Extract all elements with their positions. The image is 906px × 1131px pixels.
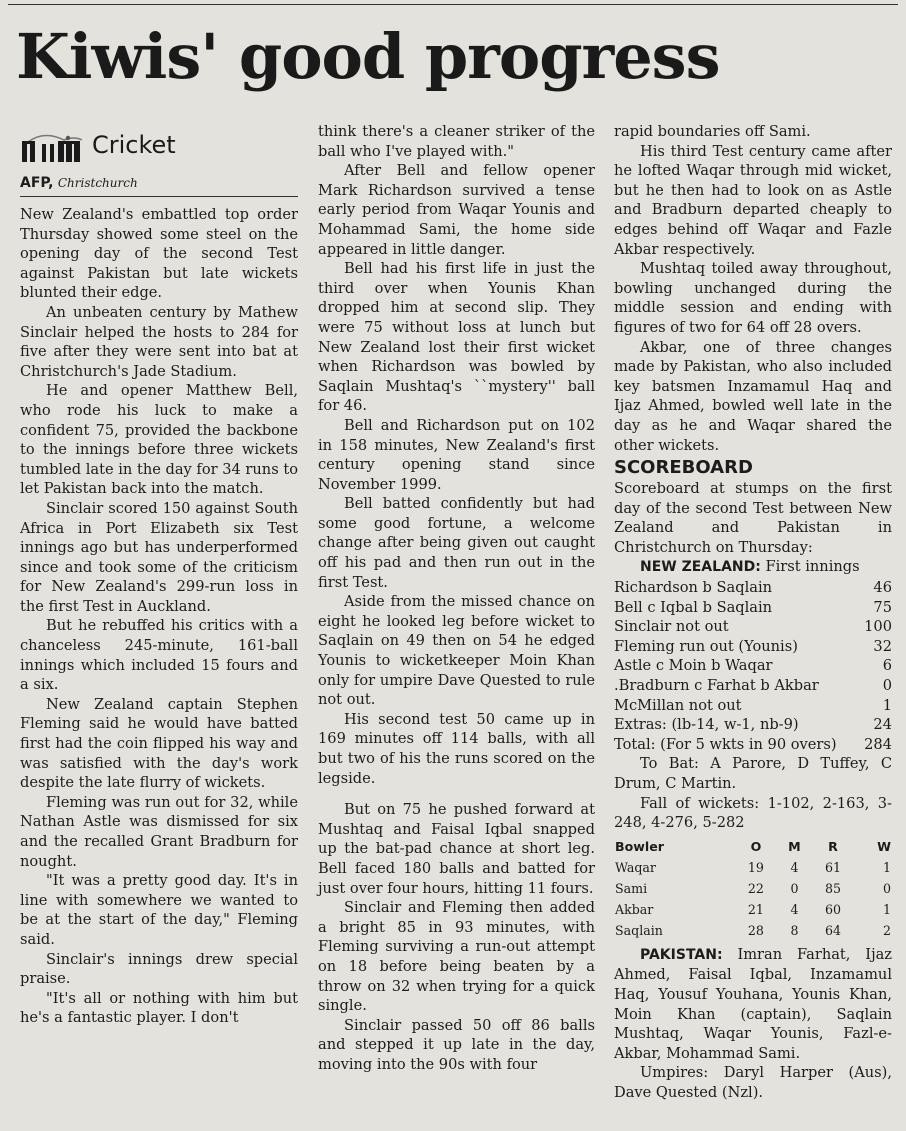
- paragraph: After Bell and fellow opener Mark Richardson survived a tense early period from Waqar Younis and Mohammad Sami, the home side appeared in little danger.: [318, 162, 595, 258]
- scoreboard-team-heading: [614, 557, 892, 578]
- overs: 28: [747, 922, 764, 938]
- headline: Kiwis' good progress: [16, 20, 720, 93]
- runs: 100: [864, 618, 892, 636]
- runs: 46: [873, 579, 892, 597]
- bowling-row: [614, 857, 892, 878]
- fall-of-wickets: Fall of wickets: 1-102, 2-163, 3-248, 4-276, 5-282: [614, 794, 892, 832]
- top-rule: [8, 4, 898, 5]
- runs: 32: [873, 637, 892, 655]
- paragraph: Fleming was run out for 32, while Nathan Astle was dismissed for six and the recalled Grant Bradburn for nought.: [20, 793, 298, 870]
- paragraph: Aside from the missed chance on eight he looked leg before wicket to Saqlain on 49 then on 54 he edged Younis to wicketkeeper Moin Khan only for umpire Dave Quested to rule not out.: [318, 593, 595, 709]
- extras-row: [614, 715, 892, 735]
- byline: [20, 174, 298, 197]
- batsman: .Bradburn c Farhat b Akbar: [614, 677, 819, 695]
- bowling-row: [614, 920, 892, 941]
- byline-agency: AFP,: [20, 175, 54, 191]
- bowler: Akbar: [615, 901, 654, 917]
- wickets: 0: [882, 880, 891, 896]
- runs: 6: [882, 657, 892, 675]
- wickets: 1: [882, 859, 891, 875]
- column-3: [614, 122, 892, 1103]
- paragraph: think there's a cleaner striker of the ball who I've played with.": [318, 123, 595, 160]
- column-1: [20, 122, 298, 1028]
- paragraph: Bell had his first life in just the third over when Younis Khan dropped him at second slip. They were 75 without loss at lunch but New Zealand lost their first wicket when Richardson was bowled by Saqlain Mushtaq's ``mystery'' ball for 46.: [318, 260, 595, 415]
- runs: 85: [824, 880, 841, 896]
- paragraph: New Zealand captain Stephen Fleming said he would have batted first had the coin flipped his way and was satisfied with the day's work despite the late flurry of wickets.: [20, 695, 298, 792]
- paragraph: Sinclair's innings drew special praise.: [20, 950, 298, 988]
- bowler: Sami: [615, 880, 648, 896]
- paragraph: His third Test century came after he lofted Waqar through mid wicket, but he then had to look on as Astle and Bradburn departed cheaply to edges behind off Waqar and Fazle Akbar respectively.: [614, 142, 892, 258]
- bowling-row: [614, 899, 892, 920]
- batting-row: [614, 598, 892, 618]
- total-label: Total: (For 5 wkts in 90 overs): [614, 735, 837, 753]
- header-wickets: W: [877, 838, 891, 854]
- paragraph: Mushtaq toiled away throughout, bowling unchanged during the middle session and ending with figures of two for 64 off 28 overs.: [614, 260, 892, 336]
- runs: 60: [824, 901, 841, 917]
- wickets: 2: [882, 922, 891, 938]
- team-name: NEW ZEALAND:: [640, 559, 761, 576]
- umpires: Umpires: Daryl Harper (Aus), Dave Quested (Nzl).: [614, 1064, 892, 1101]
- team-name: PAKISTAN:: [640, 946, 723, 963]
- batting-row: [614, 617, 892, 637]
- pakistan-team: [614, 945, 892, 1064]
- paragraph: rapid boundaries off Sami.: [614, 123, 811, 140]
- overs: 22: [747, 880, 764, 896]
- maidens: 4: [790, 859, 799, 875]
- paragraph: Bell batted confidently but had some good fortune, a welcome change after being given out caught off his pad and then run out in the first Test.: [318, 495, 595, 591]
- total-row: [614, 735, 892, 755]
- innings-label: First innings: [760, 558, 860, 576]
- overs: 21: [747, 901, 764, 917]
- paragraph: But he rebuffed his critics with a chanceless 245-minute, 161-ball innings which included 15 fours and a six.: [20, 617, 298, 694]
- batting-row: [614, 676, 892, 696]
- runs: 0: [882, 677, 892, 695]
- header-maidens: M: [788, 838, 801, 854]
- section-rubric: [20, 122, 298, 166]
- batsman: Fleming run out (Younis): [614, 637, 798, 655]
- header-bowler: Bowler: [615, 838, 664, 854]
- extras-value: 24: [873, 716, 892, 734]
- column-2: [318, 122, 595, 1075]
- batting-row: [614, 637, 892, 657]
- bowling-header-row: [614, 836, 892, 857]
- maidens: 0: [790, 880, 799, 896]
- extras-label: Extras: (lb-14, w-1, nb-9): [614, 716, 799, 734]
- batsman: Sinclair not out: [614, 618, 729, 636]
- header-runs: R: [828, 838, 838, 854]
- batting-row: [614, 656, 892, 676]
- total-value: 284: [864, 735, 892, 753]
- overs: 19: [747, 859, 764, 875]
- bowler: Waqar: [615, 859, 656, 875]
- cricket-logo-icon: [20, 132, 86, 162]
- paragraph: Bell and Richardson put on 102 in 158 minutes, New Zealand's first century opening stand since November 1999.: [318, 416, 595, 493]
- scoreboard-title: SCOREBOARD: [614, 457, 753, 479]
- runs: 1: [882, 696, 892, 714]
- batsman: Richardson b Saqlain: [614, 579, 773, 597]
- batting-row: [614, 578, 892, 598]
- runs: 75: [873, 598, 892, 616]
- paragraph: Sinclair scored 150 against South Africa in Port Elizabeth six Test innings ago but has underperformed since and took some of the criticism for New Zealand's 299-run loss in the first Test in Auckland.: [20, 499, 298, 615]
- bowling-table: [614, 836, 892, 941]
- byline-place: Christchurch: [57, 176, 138, 190]
- batsman: McMillan not out: [614, 696, 742, 714]
- paragraph: "It was a pretty good day. It's in line with somewhere we wanted to be at the start of the day," Fleming said.: [20, 872, 298, 948]
- paragraph: Akbar, one of three changes made by Pakistan, who also included key batsmen Inzamamul Haq and Ijaz Ahmed, bowled well late in the day as he and Waqar shared the other wickets.: [614, 338, 892, 454]
- paragraph: He and opener Matthew Bell, who rode his luck to make a confident 75, provided the backbone to the innings before three wickets tumbled late in the day for 34 runs to let Pakistan back into the match.: [20, 382, 298, 498]
- paragraph: New Zealand's embattled top order Thursday showed some steel on the opening day of the second Test against Pakistan but late wickets blunted their edge.: [20, 206, 298, 302]
- batting-row: [614, 696, 892, 716]
- scoreboard-intro: Scoreboard at stumps on the first day of the second Test between New Zealand and Pakistan in Christchurch on Thursday:: [614, 480, 892, 556]
- player-list: Imran Farhat, Ijaz Ahmed, Faisal Iqbal, Inzamamul Haq, Yousuf Youhana, Younis Khan, Moin Khan (captain), Saqlain Mushtaq, Waqar Younis, Fazl-e-Akbar, Mohammad Sami.: [614, 945, 892, 1062]
- maidens: 8: [790, 922, 799, 938]
- batsman: Bell c Iqbal b Saqlain: [614, 598, 773, 616]
- paragraph: "It's all or nothing with him but he's a fantastic player. I don't: [20, 989, 298, 1027]
- runs: 61: [824, 859, 841, 875]
- paragraph: But on 75 he pushed forward at Mushtaq and Faisal Iqbal snapped up the bat-pad chance at short leg. Bell faced 180 balls and batted for just over four hours, hitting 11 fours.: [318, 801, 595, 897]
- to-bat: To Bat: A Parore, D Tuffey, C Drum, C Martin.: [614, 755, 892, 792]
- paragraph: Sinclair and Fleming then added a bright 85 in 93 minutes, with Fleming surviving a run-out attempt on 18 before being beaten by a throw on 32 when trying for a quick single.: [318, 899, 595, 1015]
- paragraph: His second test 50 came up in 169 minutes off 114 balls, with all but two of his the runs scored on the legside.: [318, 710, 595, 787]
- paragraph: An unbeaten century by Mathew Sinclair helped the hosts to 284 for five after they were sent into bat at Christchurch's Jade Stadium.: [20, 303, 298, 380]
- bowling-row: [614, 878, 892, 899]
- maidens: 4: [790, 901, 799, 917]
- paragraph: Sinclair passed 50 off 86 balls and stepped it up late in the day, moving into the 90s with four: [318, 1016, 595, 1073]
- header-overs: O: [750, 838, 762, 854]
- bowler: Saqlain: [615, 922, 663, 938]
- runs: 64: [824, 922, 841, 938]
- section-title: Cricket: [92, 131, 176, 159]
- wickets: 1: [882, 901, 891, 917]
- batsman: Astle c Moin b Waqar: [614, 657, 773, 675]
